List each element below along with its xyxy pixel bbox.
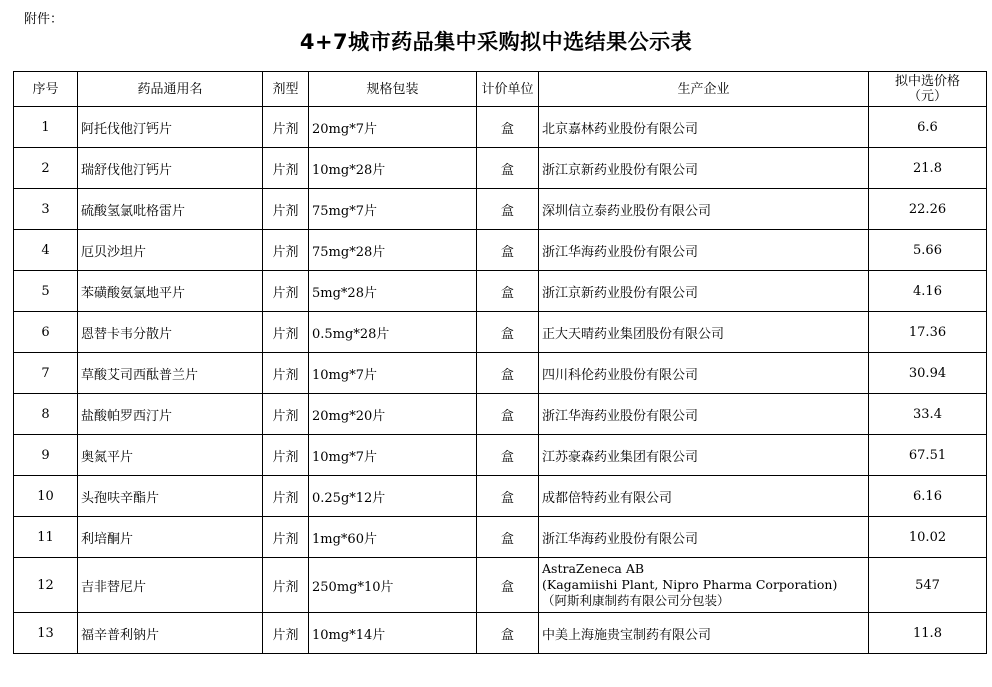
cell-maker: 正大天晴药业集团股份有限公司 [539,312,869,353]
maker-line: AstraZeneca AB [542,561,645,576]
cell-name: 阿托伐他汀钙片 [78,107,263,148]
cell-seq: 10 [14,476,78,517]
cell-spec: 250mg*10片 [309,558,477,613]
cell-unit: 盒 [477,517,539,558]
cell-maker: 浙江华海药业股份有限公司 [539,230,869,271]
cell-price: 67.51 [869,435,987,476]
cell-maker: 深圳信立泰药业股份有限公司 [539,189,869,230]
cell-name: 瑞舒伐他汀钙片 [78,148,263,189]
maker-line: （阿斯利康制药有限公司分包装） [542,593,730,608]
cell-spec: 0.25g*12片 [309,476,477,517]
cell-seq: 4 [14,230,78,271]
cell-unit: 盒 [477,189,539,230]
table-row [14,476,987,517]
cell-seq: 7 [14,353,78,394]
cell-price: 10.02 [869,517,987,558]
table-row [14,613,987,654]
table-row [14,107,987,148]
cell-form: 片剂 [263,435,309,476]
header-spec: 规格包装 [309,72,477,107]
cell-seq: 2 [14,148,78,189]
cell-form: 片剂 [263,353,309,394]
cell-price: 17.36 [869,312,987,353]
cell-price: 6.6 [869,107,987,148]
cell-form: 片剂 [263,230,309,271]
cell-spec: 10mg*14片 [309,613,477,654]
table-row [14,230,987,271]
cell-maker: 浙江京新药业股份有限公司 [539,271,869,312]
cell-form: 片剂 [263,476,309,517]
cell-price: 11.8 [869,613,987,654]
cell-unit: 盒 [477,230,539,271]
cell-spec: 75mg*7片 [309,189,477,230]
cell-form: 片剂 [263,558,309,613]
cell-name: 恩替卡韦分散片 [78,312,263,353]
header-price [869,72,987,107]
cell-name: 头孢呋辛酯片 [78,476,263,517]
cell-name: 草酸艾司西酞普兰片 [78,353,263,394]
page-title: 4+7城市药品集中采购拟中选结果公示表 [299,30,693,54]
header-generic-name: 药品通用名 [78,72,263,107]
attachment-label: 附件： [24,12,64,27]
header-dosage-form: 剂型 [263,72,309,107]
cell-maker: 江苏豪森药业集团有限公司 [539,435,869,476]
cell-price: 6.16 [869,476,987,517]
cell-seq: 8 [14,394,78,435]
table-row [14,558,987,613]
results-table [13,71,987,654]
cell-maker: 成都倍特药业有限公司 [539,476,869,517]
table-row [14,394,987,435]
cell-spec: 10mg*7片 [309,353,477,394]
cell-name: 厄贝沙坦片 [78,230,263,271]
cell-unit: 盒 [477,394,539,435]
cell-name: 奥氮平片 [78,435,263,476]
cell-unit: 盒 [477,271,539,312]
cell-name: 硫酸氢氯吡格雷片 [78,189,263,230]
cell-spec: 75mg*28片 [309,230,477,271]
cell-form: 片剂 [263,148,309,189]
cell-maker: 浙江华海药业股份有限公司 [539,394,869,435]
cell-unit: 盒 [477,353,539,394]
table-row [14,271,987,312]
header-price-line1: 拟中选价格 [894,74,960,89]
cell-seq: 13 [14,613,78,654]
cell-maker: 浙江华海药业股份有限公司 [539,517,869,558]
maker-line: (Kagamiishi Plant, Nipro Pharma Corporation) [542,577,838,592]
cell-price: 4.16 [869,271,987,312]
cell-form: 片剂 [263,394,309,435]
cell-form: 片剂 [263,613,309,654]
header-manufacturer: 生产企业 [539,72,869,107]
cell-price: 30.94 [869,353,987,394]
cell-form: 片剂 [263,517,309,558]
cell-price: 22.26 [869,189,987,230]
cell-name: 盐酸帕罗西汀片 [78,394,263,435]
table-row [14,353,987,394]
table-row [14,435,987,476]
cell-price: 21.8 [869,148,987,189]
header-seq: 序号 [14,72,78,107]
cell-price: 547 [869,558,987,613]
table-row [14,312,987,353]
cell-form: 片剂 [263,271,309,312]
cell-name: 吉非替尼片 [78,558,263,613]
cell-spec: 1mg*60片 [309,517,477,558]
cell-maker: 四川科伦药业股份有限公司 [539,353,869,394]
cell-spec: 10mg*7片 [309,435,477,476]
cell-form: 片剂 [263,189,309,230]
cell-seq: 9 [14,435,78,476]
cell-unit: 盒 [477,312,539,353]
cell-unit: 盒 [477,476,539,517]
cell-unit: 盒 [477,613,539,654]
cell-maker [539,558,869,613]
table-row [14,189,987,230]
header-price-line2: （元） [907,89,947,104]
cell-seq: 5 [14,271,78,312]
cell-name: 苯磺酸氨氯地平片 [78,271,263,312]
cell-spec: 5mg*28片 [309,271,477,312]
cell-unit: 盒 [477,558,539,613]
cell-spec: 0.5mg*28片 [309,312,477,353]
cell-unit: 盒 [477,148,539,189]
cell-maker: 北京嘉林药业股份有限公司 [539,107,869,148]
cell-maker: 浙江京新药业股份有限公司 [539,148,869,189]
cell-price: 33.4 [869,394,987,435]
cell-spec: 20mg*7片 [309,107,477,148]
cell-spec: 20mg*20片 [309,394,477,435]
cell-seq: 12 [14,558,78,613]
cell-form: 片剂 [263,312,309,353]
cell-maker: 中美上海施贵宝制药有限公司 [539,613,869,654]
cell-name: 福辛普利钠片 [78,613,263,654]
cell-seq: 3 [14,189,78,230]
table-row [14,517,987,558]
cell-spec: 10mg*28片 [309,148,477,189]
header-unit: 计价单位 [477,72,539,107]
cell-price: 5.66 [869,230,987,271]
cell-unit: 盒 [477,107,539,148]
cell-name: 利培酮片 [78,517,263,558]
cell-seq: 11 [14,517,78,558]
cell-form: 片剂 [263,107,309,148]
cell-seq: 6 [14,312,78,353]
table-row [14,148,987,189]
cell-unit: 盒 [477,435,539,476]
table-header-row [14,72,987,107]
cell-seq: 1 [14,107,78,148]
